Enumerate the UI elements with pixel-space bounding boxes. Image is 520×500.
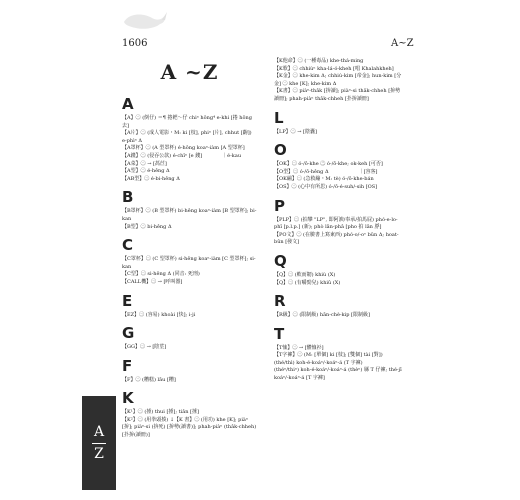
- dictionary-entry: 【PLP】㊁ (拍攀 "LP", 即阿諛/奉承/拍馬屁) phó-e-lo-phî [p.l.p.] (新); phò lān-phâ [pho 拍 lān 脬]: [274, 216, 398, 231]
- letter-heading: O: [274, 141, 287, 160]
- left-column: [122, 58, 257, 440]
- dictionary-entry: 【K¹】㊁ (捶) thui [捶]; tiân [捶]: [122, 409, 199, 416]
- dictionary-entry: 【C罩杯】㊁ (C 型罩杯) si-hêng koaⁿ-iàm [C 型罩杯]; si-kan: [122, 256, 256, 270]
- letter-heading: B: [122, 188, 134, 207]
- letter-section: [274, 253, 404, 287]
- dictionary-entry: 【GG】㊁ → [陰莖]: [122, 344, 167, 351]
- dictionary-entry: 【T恤】㊁ → [體恤衫]: [274, 344, 324, 351]
- dictionary-entry: 【O型】㊁ ó-/ō-hêng Δ ｜[容客]: [274, 168, 378, 175]
- thumb-tab-bottom-letter: Z: [94, 445, 104, 462]
- dictionary-entry: 【OK繃】㊁ (急救繃・M: tè) ó-/ō-khe-bán: [274, 176, 374, 183]
- dictionary-entry: 【Q】㊁ (有嚼勁兒) khiû (X): [274, 279, 341, 286]
- letter-heading: E: [122, 291, 133, 310]
- dictionary-entry: 【EZ】㊁ (容易) khoài [快]; i-ji: [122, 311, 196, 318]
- letter-section: [122, 96, 257, 183]
- dictionary-entry: 【AB型】㊁ é-bi-hêng Δ: [122, 175, 180, 182]
- dictionary-entry: 【OS】㊁ (心中有所思) ó-/ō-é-suh/-sih [OS]: [274, 183, 378, 190]
- letter-section: [122, 358, 257, 385]
- letter-section: [274, 198, 404, 247]
- dictionary-entry: 【CALL機】㊁ → [呼叫器]: [122, 278, 183, 285]
- page-number: 1606: [122, 38, 148, 49]
- letter-heading: C: [122, 236, 134, 255]
- dictionary-entry: 【A罩杯】㊁ (A 型罩杯) é-hông koaⁿ-iàm [A 型罩杯]: [122, 145, 245, 152]
- dictionary-entry: 【K他命】㊁ (一種毒品) khe-thá-ming: [274, 58, 364, 64]
- letter-section: [122, 325, 257, 352]
- dictionary-entry: 【B罩杯】㊁ (B 型罩杯) bi-hêng koaⁿ-iàm [B 型罩杯]; bi-kan: [122, 208, 257, 222]
- dictionary-entry: 【A】㊁ (倒仔) ＝¶ 捲耙～仔 chiⁿ hông⁴ e-khi [捲 hông 去]: [122, 115, 252, 129]
- letter-heading: T: [274, 324, 285, 343]
- thumb-tab-top-letter: A: [93, 423, 105, 440]
- dictionary-entry: 【B型】㊁ bi-hêng Δ: [122, 223, 172, 230]
- thumb-tab-divider: [92, 443, 106, 444]
- section-title: A ~Z: [160, 60, 219, 84]
- dictionary-entry: 【F】㊁ (糟糕) lāu [糟]: [122, 376, 176, 383]
- dictionary-entry: 【A型】㊁ é-hêng Δ: [122, 168, 170, 175]
- letter-section: [274, 58, 404, 104]
- dictionary-entry: 【C型】㊁ si-hêng Δ (同音: 死刑): [122, 271, 200, 278]
- dictionary-entry: 【A菜】㊁ → [萵苣]: [122, 160, 167, 167]
- dictionary-entry: 【T字褲】㊁ (M: [單個] ki [枝]; [雙個] tài [對]) (thé/thì) koh-é-koáⁿ/-koáⁿ-á (T 字褲): [274, 352, 383, 366]
- letter-heading: Q: [274, 251, 287, 270]
- dictionary-entry: (théⁿ/thiⁿ) koh-é-koáⁿ/-koáⁿ-á (thèⁿ) 縣 T 仔褲; thé-jī koáⁿ/-koáⁿ-á [T 字褲]: [274, 367, 402, 382]
- letter-heading: L: [274, 108, 284, 127]
- letter-section: [122, 237, 257, 286]
- dictionary-entry: 【K歌】㊁ chhiùⁿ kha-lá-ó-kheh [唱 Khalahkheh]: [274, 65, 394, 72]
- dictionary-entry: 【R級】㊁ (限制級) hān-chè-kip [限制級]: [274, 312, 370, 319]
- letter-heading: F: [122, 356, 133, 375]
- thumb-index-tab[interactable]: [82, 396, 116, 490]
- letter-section: [274, 293, 404, 320]
- dictionary-entry: 【K²】㊁ (用拳頭揍) ↓【K 書】㊁ (用功) khe [K]; piàⁿ [拚]; piàⁿ-si (拚死) [拚勢(讀書)]; phah-piàⁿ (thâk-chheh) [扑拚(讀冊)]: [122, 416, 257, 439]
- dictionary-entry: 【A片】㊁ (成人電影・M: ki [枝], phiⁿ [片], chhut [齣]) e-phìⁿ Δ: [122, 130, 252, 144]
- letter-section: [122, 189, 257, 231]
- dictionary-entry: 【Q】㊁ (軟而韌) khiù (X): [274, 271, 336, 278]
- whale-icon: [122, 10, 168, 32]
- letter-section: [274, 110, 404, 137]
- right-column: [274, 58, 404, 383]
- dictionary-entry: 【K金】㊁ khe-kim Δ; chhiú-kim [帝金]; hun-kim [分金] ㊁ khe [K]; khe-kim Δ: [274, 73, 402, 87]
- letter-heading: K: [122, 389, 134, 408]
- letter-section: [274, 142, 404, 191]
- letter-heading: P: [274, 196, 285, 215]
- letter-heading: A: [122, 95, 134, 113]
- letter-heading: G: [122, 324, 135, 343]
- running-head: A~Z: [391, 38, 414, 49]
- letter-section: [122, 293, 257, 320]
- letter-heading: R: [274, 292, 286, 311]
- dictionary-entry: 【LP】㊁ → [陰囊]: [274, 128, 317, 135]
- dictionary-entry: 【A錢】㊁ (侵吞公款) é-chîⁿ [e 錢] ｜é-kau: [122, 152, 242, 159]
- letter-section: [274, 326, 404, 383]
- letter-section: [122, 390, 257, 439]
- dictionary-entry: 【PO文】㊁ (在臉書上寫東西) phó-o/-oᵉ bûn Δ; hoat-bûn [發文]: [274, 231, 399, 246]
- dictionary-entry: 【K書】㊁ piàⁿ-thâk [拚讀]; piàⁿ-si thâk-chheh [拚勢讀冊]; phah-piàⁿ thâk-chheh [扑拚讀冊]: [274, 88, 401, 102]
- dictionary-entry: 【OK】㊁ ó-/ō-khe ㊂ ó-/ō-khe; ok-keh [可否]: [274, 161, 383, 168]
